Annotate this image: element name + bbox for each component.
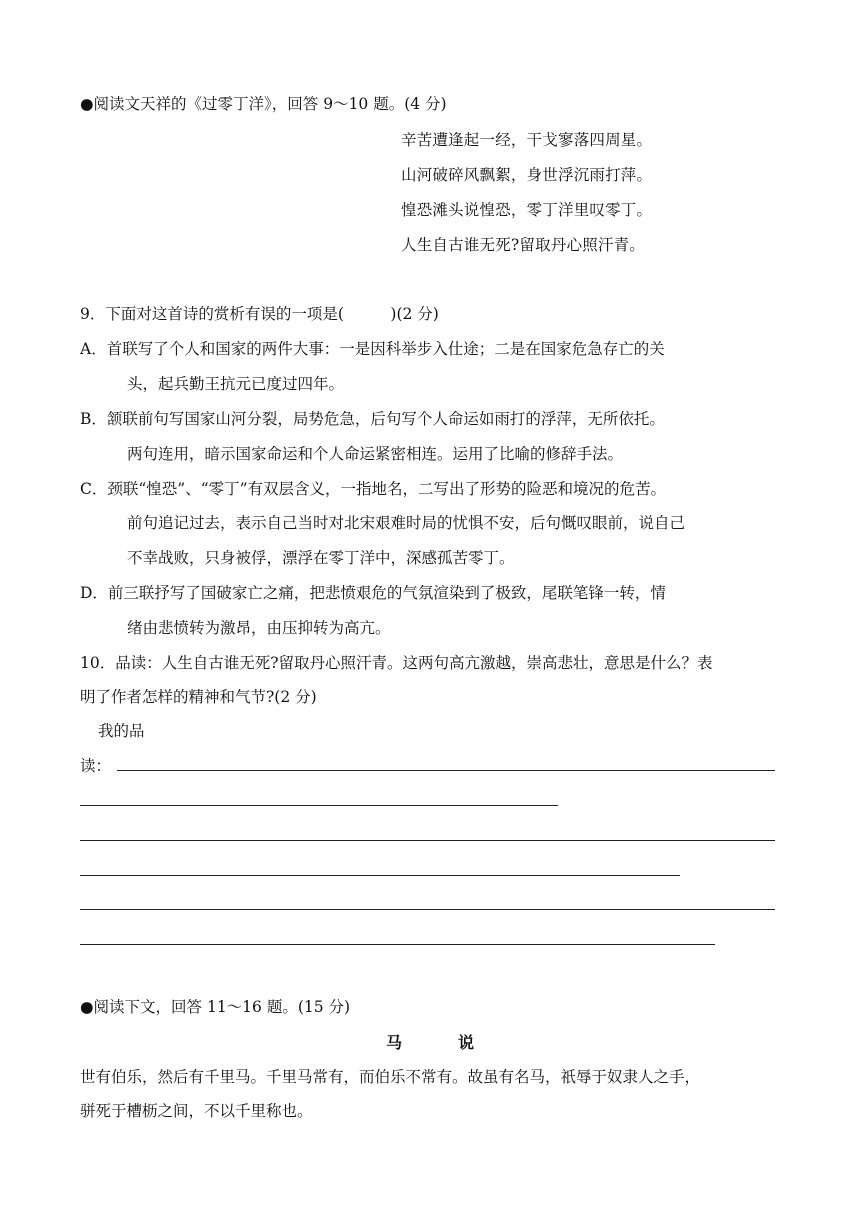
q9-option-c-line1: C．颈联“惶恐”、“零丁”有双层含义，一指地名，二写出了形势的险恶和境况的危苦。 [80, 480, 667, 498]
answer-line-4[interactable] [80, 875, 680, 876]
q9-option-c-line2: 前句追记过去，表示自己当时对北宋艰难时局的忧惧不安，后句慨叹眼前，说自己 [127, 514, 686, 532]
passage-line-1: 世有伯乐，然后有千里马。千里马常有，而伯乐不常有。故虽有名马，祇辱于奴隶人之手， [80, 1068, 701, 1086]
q10-stem-line2: 明了作者怎样的精神和气节?(2 分) [80, 688, 317, 706]
q9-option-a-line2: 头，起兵勤王抗元已度过四年。 [127, 375, 345, 393]
poem-line-3: 惶恐滩头说惶恐，零丁洋里叹零丁。 [401, 201, 653, 219]
q9-option-d-line2: 绪由悲愤转为激昂，由压抑转为高亢。 [127, 619, 391, 637]
q9-option-a-line1: A．首联写了个人和国家的两件大事：一是因科举步入仕途；二是在国家危急存亡的关 [80, 340, 665, 358]
poem-line-4: 人生自古谁无死?留取丹心照汗青。 [401, 236, 646, 254]
poem-line-1: 辛苦遭逢起一经，干戈寥落四周星。 [401, 131, 653, 149]
passage-title [0, 1033, 860, 1053]
section2-intro: ●阅读下文，回答 11～16 题。(15 分) [80, 998, 351, 1016]
answer-line-1[interactable] [117, 770, 775, 771]
q9-option-d-line1: D．前三联抒写了国破家亡之痛，把悲愤艰危的气氛渲染到了极致，尾联笔锋一转，情 [80, 584, 666, 602]
q10-answer-label-2: 读： [80, 757, 112, 775]
q9-option-b-line2: 两句连用，暗示国家命运和个人命运紧密相连。运用了比喻的修辞手法。 [127, 445, 624, 463]
q10-answer-label-1: 我的品 [98, 722, 145, 740]
passage-line-2: 骈死于槽枥之间，不以千里称也。 [80, 1102, 313, 1120]
answer-line-2[interactable] [80, 805, 558, 806]
passage-title-char-2: 说 [458, 1033, 475, 1052]
answer-line-3[interactable] [80, 840, 775, 841]
answer-line-5[interactable] [80, 909, 775, 910]
q10-stem-line1: 10．品读：人生自古谁无死?留取丹心照汗青。这两句高亢激越，崇高悲壮，意思是什么？表 [80, 654, 713, 672]
q9-option-c-line3: 不幸战败，只身被俘，漂浮在零丁洋中，深感孤苦零丁。 [127, 549, 515, 567]
answer-line-6[interactable] [80, 944, 715, 945]
q9-option-b-line1: B．颔联前句写国家山河分裂，局势危急，后句写个人命运如雨打的浮萍，无所依托。 [80, 410, 665, 428]
section1-intro: ●阅读文天祥的《过零丁洋》，回答 9～10 题。(4 分) [80, 95, 447, 113]
poem-line-2: 山河破碎风飘絮，身世浮沉雨打萍。 [401, 166, 653, 184]
q9-stem: 9．下面对这首诗的赏析有误的一项是( )(2 分) [80, 305, 439, 323]
passage-title-char-1: 马 [385, 1033, 402, 1052]
